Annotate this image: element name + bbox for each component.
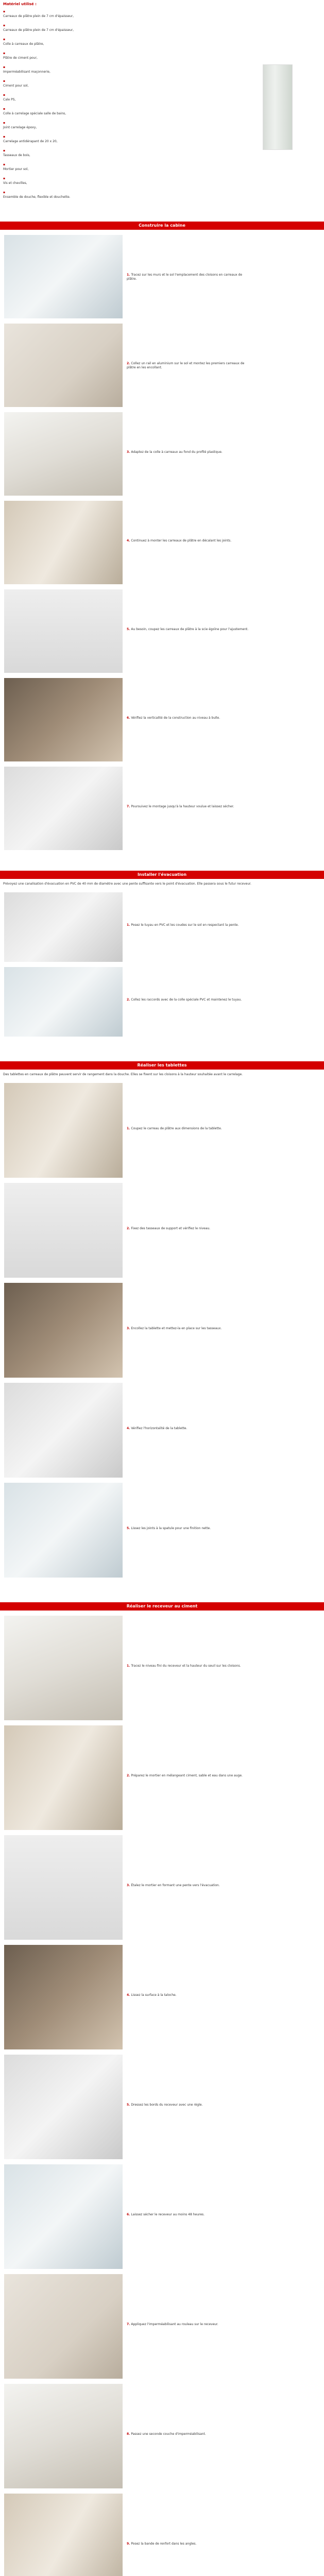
bullet-icon: ▪ bbox=[3, 107, 6, 111]
step-text bbox=[127, 2213, 250, 2217]
step-number: 4. bbox=[127, 539, 130, 543]
step-number: 3. bbox=[127, 1327, 130, 1330]
step-description: Étalez le mortier en formant une pente vers l'évacuation. bbox=[131, 1884, 220, 1887]
step-photo bbox=[4, 235, 123, 318]
material-text: Ciment pour sol, bbox=[3, 84, 29, 88]
intro-photo bbox=[263, 64, 293, 150]
step-description: Tracez le niveau fini du receveur et la hauteur du seuil sur les cloisons. bbox=[131, 1664, 241, 1668]
material-text: Carreaux de plâtre plein de 7 cm d'épaisseur, bbox=[3, 14, 74, 18]
step-photo bbox=[4, 1945, 123, 2049]
material-text: Cale PS, bbox=[3, 98, 16, 101]
step-text bbox=[127, 1227, 250, 1231]
material-item bbox=[3, 79, 80, 88]
step-description: Laissez sécher le receveur au moins 48 heures. bbox=[131, 2213, 205, 2216]
step-photo bbox=[4, 2055, 123, 2159]
step-text bbox=[127, 273, 250, 281]
material-text: Carrelage antidérapant de 20 x 20, bbox=[3, 140, 58, 143]
step-text bbox=[127, 998, 250, 1002]
bullet-icon: ▪ bbox=[3, 52, 6, 55]
bullet-icon: ▪ bbox=[3, 65, 6, 69]
step-description: Continuez à monter les carreaux de plâtre en décalant les joints. bbox=[131, 539, 232, 543]
step-number: 4. bbox=[127, 1993, 130, 1997]
step-description: Vérifiez l'horizontalité de la tablette. bbox=[131, 1427, 187, 1430]
material-text: Colle à carreaux de plâtre, bbox=[3, 42, 44, 46]
step-photo bbox=[4, 412, 123, 496]
step-photo bbox=[4, 324, 123, 407]
step-description: Posez la bande de renfort dans les angles. bbox=[131, 2542, 197, 2546]
step-text bbox=[127, 1993, 250, 1997]
step-number: 1. bbox=[127, 273, 130, 277]
materials-list bbox=[3, 9, 80, 199]
step-description: Passez une seconde couche d'imperméabilisant. bbox=[131, 2432, 206, 2436]
material-text: Tasseaux de bois, bbox=[3, 154, 30, 157]
step-text bbox=[127, 2432, 250, 2436]
step-text bbox=[127, 362, 250, 370]
step bbox=[0, 1181, 324, 1281]
section-title: Construire la cabine bbox=[0, 222, 324, 230]
step-text bbox=[127, 2103, 250, 2107]
section-canalisation bbox=[0, 871, 324, 1040]
step-description: Au besoin, coupez les carreaux de plâtre à la scie égoïne pour l'ajustement. bbox=[131, 628, 249, 631]
material-text: Ensemble de douche, flexible et douchette. bbox=[3, 195, 71, 199]
material-item bbox=[3, 176, 80, 185]
step-number: 3. bbox=[127, 450, 130, 454]
material-text: Mortier pour sol, bbox=[3, 167, 29, 171]
bullet-icon: ▪ bbox=[3, 24, 6, 27]
material-text: Plâtre de ciment pour, bbox=[3, 56, 38, 60]
step-description: Dressez les bords du receveur avec une règle. bbox=[131, 2103, 203, 2107]
steps-list bbox=[0, 233, 324, 853]
step bbox=[0, 965, 324, 1040]
section-receveur bbox=[0, 1602, 324, 2576]
step-description: Vérifiez la verticalité de la construction au niveau à bulle. bbox=[131, 716, 220, 720]
material-text: Colle à carrelage spéciale salle de bains, bbox=[3, 112, 66, 115]
material-text: Carreaux de plâtre plein de 7 cm d'épaisseur, bbox=[3, 28, 74, 32]
step-text bbox=[127, 2542, 250, 2546]
step-description: Poursuivez le montage jusqu'à la hauteur voulue et laissez sécher. bbox=[131, 805, 234, 808]
step bbox=[0, 233, 324, 321]
step-text bbox=[127, 539, 250, 543]
step-photo bbox=[4, 1725, 123, 1830]
step bbox=[0, 765, 324, 853]
step-text bbox=[127, 1664, 250, 1668]
step-photo bbox=[4, 2494, 123, 2576]
step-photo bbox=[4, 1383, 123, 1478]
steps-list bbox=[0, 890, 324, 1040]
step-number: 7. bbox=[127, 805, 130, 808]
step-number: 2. bbox=[127, 1227, 130, 1230]
step-number: 6. bbox=[127, 716, 130, 720]
step-number: 9. bbox=[127, 2542, 130, 2546]
bullet-icon: ▪ bbox=[3, 79, 6, 83]
step-text bbox=[127, 923, 250, 927]
step-photo bbox=[4, 1835, 123, 1940]
step-text bbox=[127, 1427, 250, 1431]
bullet-icon: ▪ bbox=[3, 191, 6, 194]
step-photo bbox=[4, 1183, 123, 1278]
material-text: Joint carrelage époxy, bbox=[3, 126, 37, 129]
step-text bbox=[127, 628, 250, 632]
bullet-icon: ▪ bbox=[3, 121, 6, 125]
bullet-icon: ▪ bbox=[3, 135, 6, 139]
materials-intro bbox=[0, 0, 324, 224]
step-number: 5. bbox=[127, 1527, 130, 1530]
step bbox=[0, 1381, 324, 1481]
step-number: 1. bbox=[127, 923, 130, 927]
steps-list bbox=[0, 1081, 324, 1581]
material-item bbox=[3, 148, 80, 158]
section-title: Réaliser le receveur au ciment bbox=[0, 1602, 324, 1611]
step-photo bbox=[4, 892, 123, 962]
step bbox=[0, 2162, 324, 2272]
step-number: 2. bbox=[127, 1774, 130, 1777]
bullet-icon: ▪ bbox=[3, 149, 6, 152]
step-text bbox=[127, 805, 250, 809]
step bbox=[0, 2053, 324, 2162]
step-photo bbox=[4, 1616, 123, 1720]
step bbox=[0, 587, 324, 676]
step-photo bbox=[4, 1083, 123, 1178]
step-number: 2. bbox=[127, 998, 130, 1002]
step-photo bbox=[4, 1483, 123, 1578]
step-text bbox=[127, 1127, 250, 1131]
step-photo bbox=[4, 967, 123, 1037]
step-description: Collez un rail en aluminium sur le sol et montez les premiers carreaux de plâtre en les encollant. bbox=[127, 362, 245, 369]
step-photo bbox=[4, 501, 123, 584]
step-text bbox=[127, 450, 250, 454]
material-item bbox=[3, 107, 80, 116]
material-item bbox=[3, 65, 80, 74]
step-description: Collez les raccords avec de la colle spéciale PVC et maintenez le tuyau. bbox=[131, 998, 242, 1002]
step-photo bbox=[4, 2274, 123, 2379]
step-photo bbox=[4, 678, 123, 761]
step-text bbox=[127, 716, 250, 720]
materials-title: Matériel utilisé : bbox=[3, 2, 37, 6]
step bbox=[0, 2382, 324, 2492]
material-item bbox=[3, 23, 80, 32]
step bbox=[0, 1943, 324, 2053]
step bbox=[0, 1723, 324, 1833]
step bbox=[0, 1081, 324, 1181]
step bbox=[0, 410, 324, 499]
section-intro: Prévoyez une canalisation d'évacuation en PVC de 40 mm de diamètre avec une pente suffisante vers le point d'évacuation. Elle passera sous le futur receveur. bbox=[3, 882, 251, 886]
step bbox=[0, 1833, 324, 1943]
step-text bbox=[127, 1774, 250, 1778]
material-item bbox=[3, 51, 80, 60]
material-item bbox=[3, 162, 80, 172]
bullet-icon: ▪ bbox=[3, 177, 6, 180]
step-text bbox=[127, 1884, 250, 1888]
step bbox=[0, 676, 324, 765]
step-number: 5. bbox=[127, 2103, 130, 2107]
material-item bbox=[3, 190, 80, 199]
step-number: 6. bbox=[127, 2213, 130, 2216]
material-item bbox=[3, 121, 80, 130]
step-number: 5. bbox=[127, 628, 130, 631]
bullet-icon: ▪ bbox=[3, 10, 6, 13]
section-title: Réaliser les tablettes bbox=[0, 1061, 324, 1070]
step-number: 4. bbox=[127, 1427, 130, 1430]
step-description: Encollez la tablette et mettez-la en place sur les tasseaux. bbox=[131, 1327, 222, 1330]
material-item bbox=[3, 93, 80, 102]
step-description: Lissez les joints à la spatule pour une finition nette. bbox=[131, 1527, 211, 1530]
section-tablettes bbox=[0, 1061, 324, 1581]
material-item bbox=[3, 134, 80, 144]
step-description: Posez le tuyau en PVC et les coudes sur le sol en respectant la pente. bbox=[131, 923, 239, 927]
bullet-icon: ▪ bbox=[3, 93, 6, 97]
step bbox=[0, 1614, 324, 1723]
step bbox=[0, 499, 324, 587]
step-text bbox=[127, 2323, 250, 2327]
steps-list bbox=[0, 1614, 324, 2576]
step-photo bbox=[4, 767, 123, 850]
section-intro: Des tablettes en carreaux de plâtre peuvent servir de rangement dans la douche. Elles se fixent sur les cloisons à la hauteur souhaitée avant le carrelage. bbox=[3, 1073, 243, 1076]
step bbox=[0, 2492, 324, 2576]
step bbox=[0, 2272, 324, 2382]
step-photo bbox=[4, 589, 123, 673]
section-title: Installer l'évacuation bbox=[0, 871, 324, 879]
step-description: Fixez des tasseaux de support et vérifiez le niveau. bbox=[131, 1227, 211, 1230]
step-number: 1. bbox=[127, 1664, 130, 1668]
step-description: Préparez le mortier en mélangeant ciment, sable et eau dans une auge. bbox=[131, 1774, 243, 1777]
step-number: 3. bbox=[127, 1884, 130, 1887]
step-number: 1. bbox=[127, 1127, 130, 1130]
material-item bbox=[3, 37, 80, 46]
step-description: Appliquez l'imperméabilisant au rouleau sur le receveur. bbox=[131, 2323, 218, 2326]
step-description: Coupez le carreau de plâtre aux dimensions de la tablette. bbox=[131, 1127, 222, 1130]
step bbox=[0, 321, 324, 410]
bullet-icon: ▪ bbox=[3, 163, 6, 166]
step-number: 2. bbox=[127, 362, 130, 365]
step bbox=[0, 1481, 324, 1581]
material-text: Vis et chevilles, bbox=[3, 181, 27, 185]
material-item bbox=[3, 9, 80, 19]
step-text bbox=[127, 1327, 250, 1331]
bullet-icon: ▪ bbox=[3, 38, 6, 41]
step-photo bbox=[4, 2164, 123, 2269]
step-description: Tracez sur les murs et le sol l'emplacement des cloisons en carreaux de plâtre. bbox=[127, 273, 243, 281]
step-description: Adaptez de la colle à carreaux au fond du profilé plastique. bbox=[131, 450, 223, 454]
material-text: Imperméabilisant maçonnerie, bbox=[3, 70, 50, 74]
step-number: 7. bbox=[127, 2323, 130, 2326]
step-number: 8. bbox=[127, 2432, 130, 2436]
step-photo bbox=[4, 2384, 123, 2488]
step-text bbox=[127, 1527, 250, 1531]
step-photo bbox=[4, 1283, 123, 1378]
section-cabine bbox=[0, 222, 324, 853]
step-description: Lissez la surface à la taloche. bbox=[131, 1993, 177, 1997]
step bbox=[0, 1281, 324, 1381]
step bbox=[0, 890, 324, 965]
